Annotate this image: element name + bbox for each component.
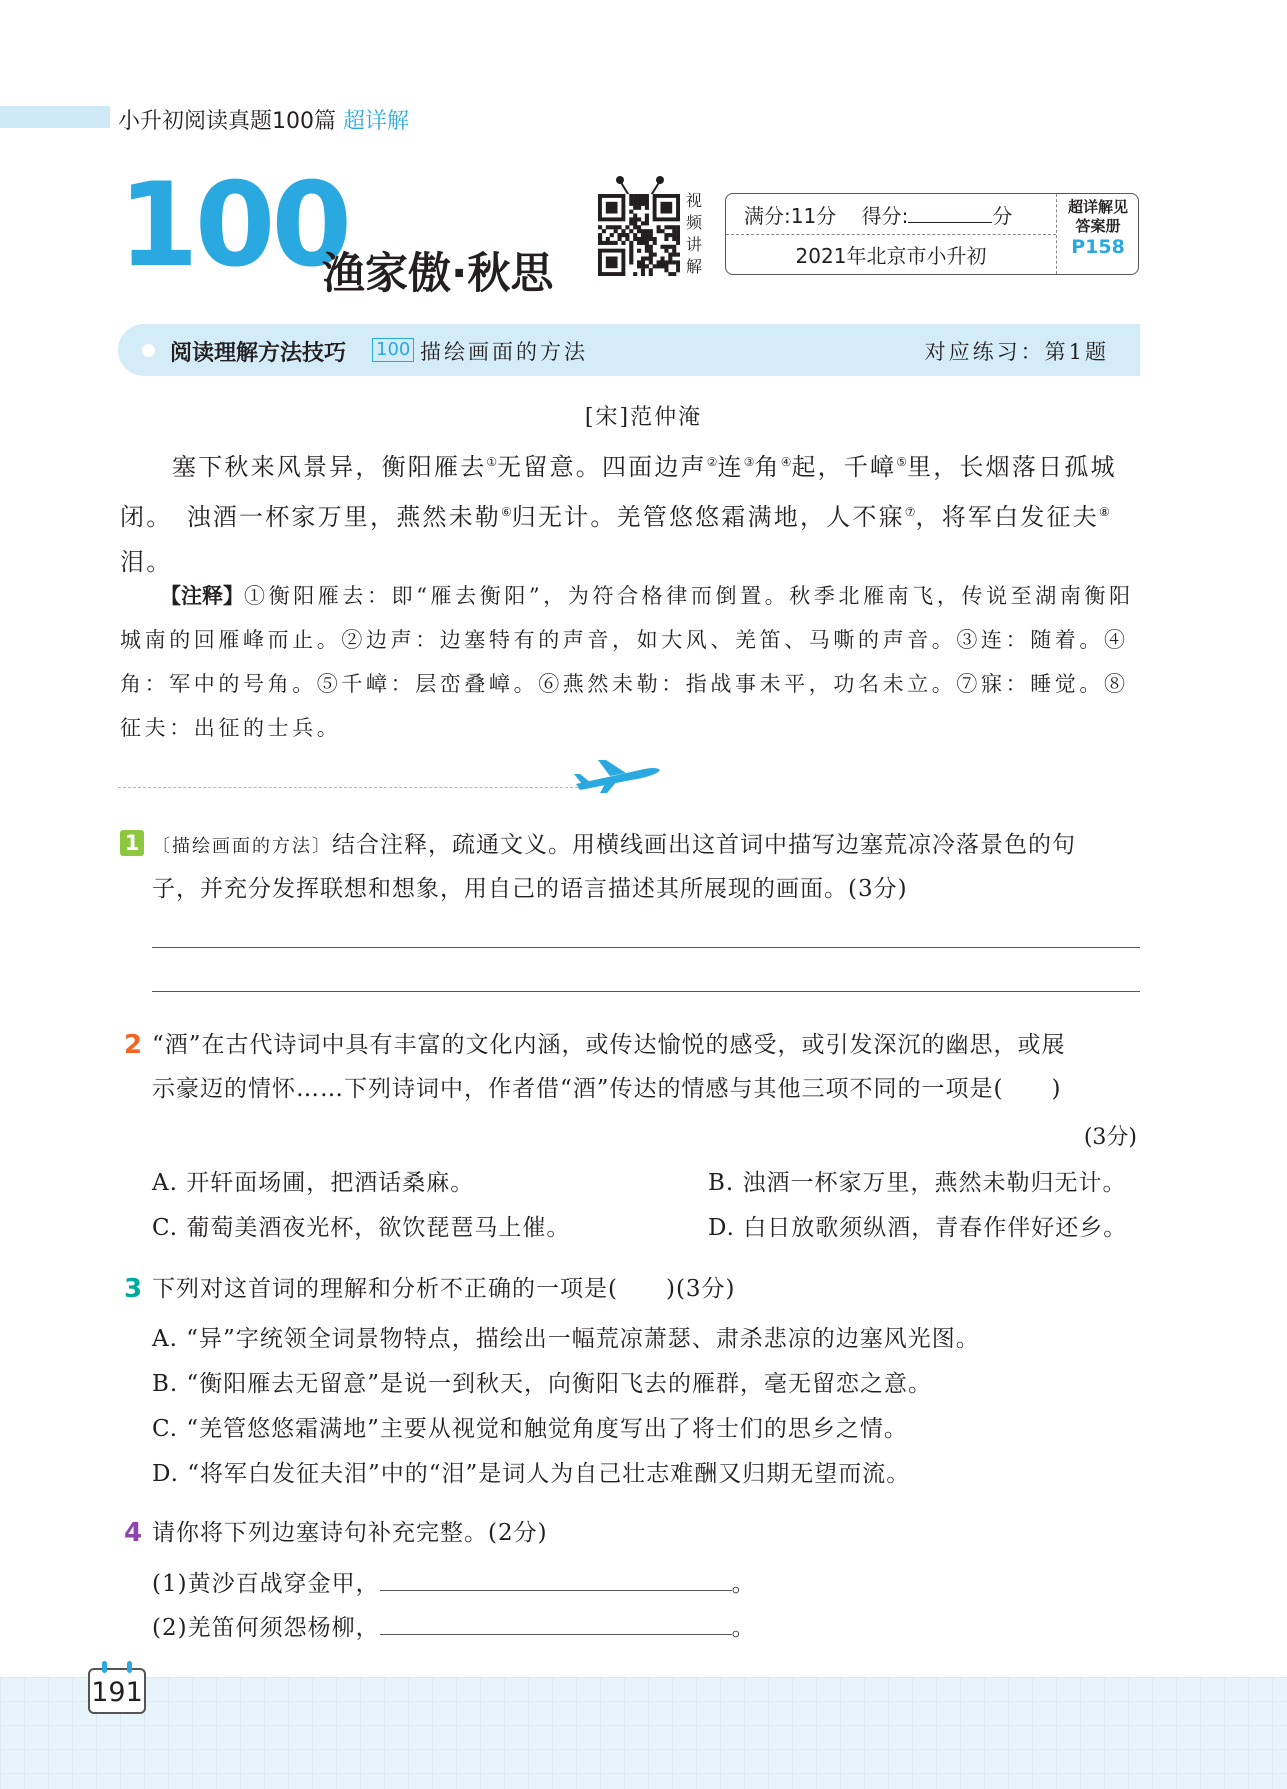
question-4-number: 4	[124, 1518, 143, 1548]
method-practice: 对应练习：第1题	[924, 340, 1109, 364]
score-unit: 分	[992, 204, 1013, 228]
score-divider-v	[1056, 194, 1057, 274]
question-2-number: 2	[124, 1030, 143, 1060]
answer-page: P158	[1071, 236, 1125, 258]
question-2-score: (3分)	[1083, 1125, 1137, 1150]
method-label: 阅读理解方法技巧	[170, 341, 347, 366]
series-title: 小升初阅读真题100篇 超详解	[118, 109, 410, 134]
question-3-option-d[interactable]: D. “将军白发征夫泪”中的“泪”是词人为自己壮志难酬又归期无望而流。	[152, 1461, 911, 1487]
question-1-number: 1	[120, 830, 144, 856]
question-1-line1: 〔描绘画面的方法〕结合注释，疏通文义。用横线画出这首词中描写边塞荒凉冷落景色的句	[152, 832, 1076, 858]
header-band	[0, 106, 110, 128]
method-number: 100	[372, 338, 414, 362]
full-score: 满分:11分	[744, 204, 837, 228]
poem-notes	[120, 574, 1140, 750]
score-divider-h	[726, 234, 1056, 235]
question-3-line1: 下列对这首词的理解和分析不正确的一项是( )(3分)	[152, 1276, 736, 1302]
lesson-number: 100	[118, 158, 349, 293]
method-name: 描绘画面的方法	[420, 340, 588, 364]
lesson-title: 渔家傲·秋思	[322, 249, 554, 299]
fill-blank-2[interactable]	[380, 1610, 732, 1635]
score-row	[744, 200, 1012, 229]
poem-author: [宋]范仲淹	[584, 405, 703, 430]
score-box	[725, 193, 1139, 275]
qr-code-icon[interactable]	[598, 194, 680, 276]
question-2-option-b[interactable]: B. 浊酒一杯家万里，燕然未勒归无计。	[708, 1170, 1127, 1196]
question-3-option-b[interactable]: B. “衡阳雁去无留意”是说一到秋天，向衡阳飞去的雁群，毫无留恋之意。	[152, 1371, 933, 1397]
question-2-option-c[interactable]: C. 葡萄美酒夜光杯，欲饮琵琶马上催。	[152, 1215, 571, 1241]
question-4-item-2: (2)羌笛何须怨杨柳， 。	[152, 1609, 756, 1642]
score-blank[interactable]	[908, 204, 992, 223]
question-1-tag: 〔描绘画面的方法〕	[152, 836, 332, 857]
question-3-number: 3	[124, 1274, 143, 1304]
note-text: ①衡阳雁去：即“雁去衡阳”，为符合格律而倒置。秋季北雁南飞，传说至湖南衡阳城南的回雁峰而止。②边声：边塞特有的声音，如大风、羌笛、马嘶的声音。③连：随着。④角：军中的号角。⑤千嶂：层峦叠嶂。⑥燕然未勒：指战事未平，功名未立。⑦寐：睡觉。⑧征夫：出征的士兵。	[120, 584, 1134, 740]
answer-line-1[interactable]	[152, 947, 1140, 948]
note-label: 【注释】	[160, 584, 244, 608]
page-number: 191	[88, 1668, 146, 1714]
question-2-option-a[interactable]: A. 开轩面场圃，把酒话桑麻。	[152, 1170, 475, 1196]
bullet-dot-icon	[142, 344, 155, 357]
poem-text: 塞下秋来风景异，衡阳雁去①无留意。四面边声②连③角④起，千嶂⑤里，长烟落日孤城闭。 浊酒一杯家万里，燕然未勒⑥归无计。羌管悠悠霜满地，人不寐⑦，将军白发征夫⑧泪。	[120, 453, 1117, 576]
question-2-line1: “酒”在古代诗词中具有丰富的文化内涵，或传达愉悦的感受，或引发深沉的幽思，或展	[152, 1032, 1066, 1058]
series-accent: 超详解	[343, 109, 410, 134]
question-3-option-c[interactable]: C. “羌管悠悠霜满地”主要从视觉和触觉角度写出了将士们的思乡之情。	[152, 1416, 908, 1442]
question-2-option-d[interactable]: D. 白日放歌须纵酒，青春作伴好还乡。	[708, 1215, 1128, 1241]
footer-grid	[0, 1677, 1287, 1789]
answer-line-2[interactable]	[152, 991, 1140, 992]
airplane-icon	[570, 756, 662, 794]
question-4-item-1: (1)黄沙百战穿金甲， 。	[152, 1565, 756, 1598]
question-3-option-a[interactable]: A. “异”字统领全词景物特点，描绘出一幅荒凉萧瑟、肃杀悲凉的边塞风光图。	[152, 1326, 980, 1352]
fill-blank-1[interactable]	[380, 1566, 732, 1591]
video-label: 视 频 讲 解	[685, 191, 702, 276]
answer-reference: 超详解见 答案册 P158	[1058, 198, 1138, 257]
exam-source: 2021年北京市小升初	[795, 244, 987, 268]
question-4-line1: 请你将下列边塞诗句补充完整。(2分)	[152, 1520, 548, 1546]
section-divider	[118, 787, 588, 788]
question-1-line2: 子，并充分发挥联想和想象，用自己的语言描述其所展现的画面。(3分)	[152, 876, 908, 902]
question-2-line2: 示豪迈的情怀……下列诗词中，作者借“酒”传达的情感与其他三项不同的一项是( )	[152, 1076, 1062, 1102]
got-score-label: 得分:	[861, 204, 909, 228]
